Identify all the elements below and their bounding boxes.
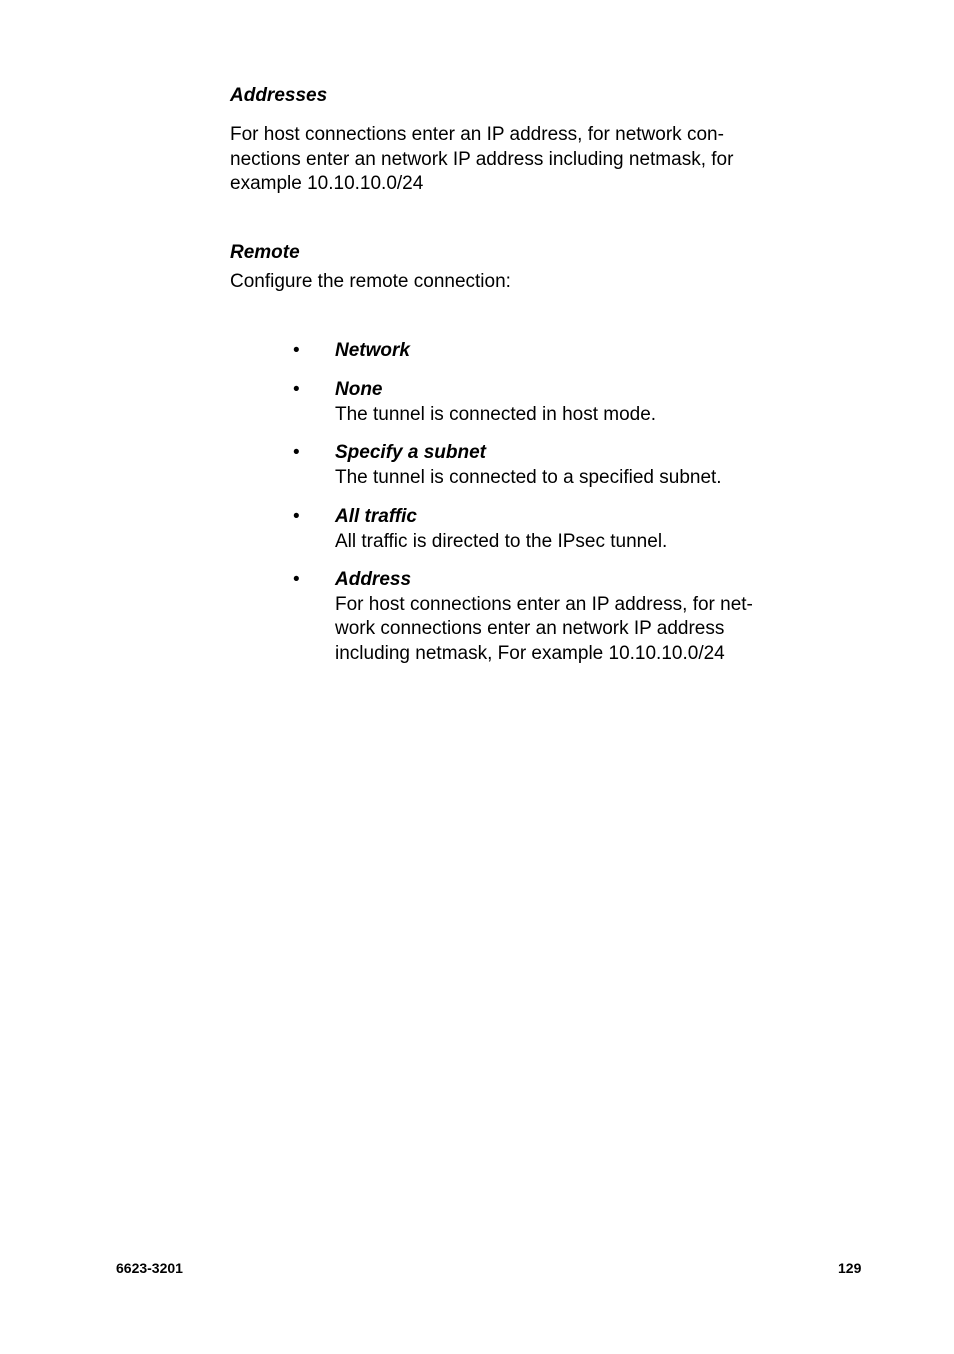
list-item-title: None xyxy=(335,379,383,400)
footer-doc-number: 6623-3201 xyxy=(116,1260,183,1276)
list-item-title: All traffic xyxy=(335,506,418,527)
list-item-description: For host connections enter an IP address, for net- work connections enter an network IP address including netmask, For example 10.10.10.0/24 xyxy=(335,593,753,664)
list-item-description: The tunnel is connected in host mode. xyxy=(335,403,657,425)
footer-page-number: 129 xyxy=(838,1260,862,1276)
section-heading-addresses: Addresses xyxy=(230,85,328,106)
bullet-icon: • xyxy=(293,569,300,590)
list-item-description: The tunnel is connected to a specified subnet. xyxy=(335,466,722,488)
bullet-icon: • xyxy=(293,340,300,361)
list-item-title: Specify a subnet xyxy=(335,442,486,463)
remote-intro: Configure the remote connection: xyxy=(230,271,511,292)
list-item-title: Address xyxy=(335,569,412,590)
bullet-icon: • xyxy=(293,442,300,463)
section-heading-remote: Remote xyxy=(230,242,300,263)
addresses-paragraph: For host connections enter an IP address, for network con- nections enter an network IP address including netmask, for example 10.10.10.0/24 xyxy=(230,124,734,194)
bullet-icon: • xyxy=(293,379,300,400)
list-item-description: All traffic is directed to the IPsec tunnel. xyxy=(335,530,668,552)
bullet-icon: • xyxy=(293,506,300,527)
list-item-title: Network xyxy=(335,340,410,361)
